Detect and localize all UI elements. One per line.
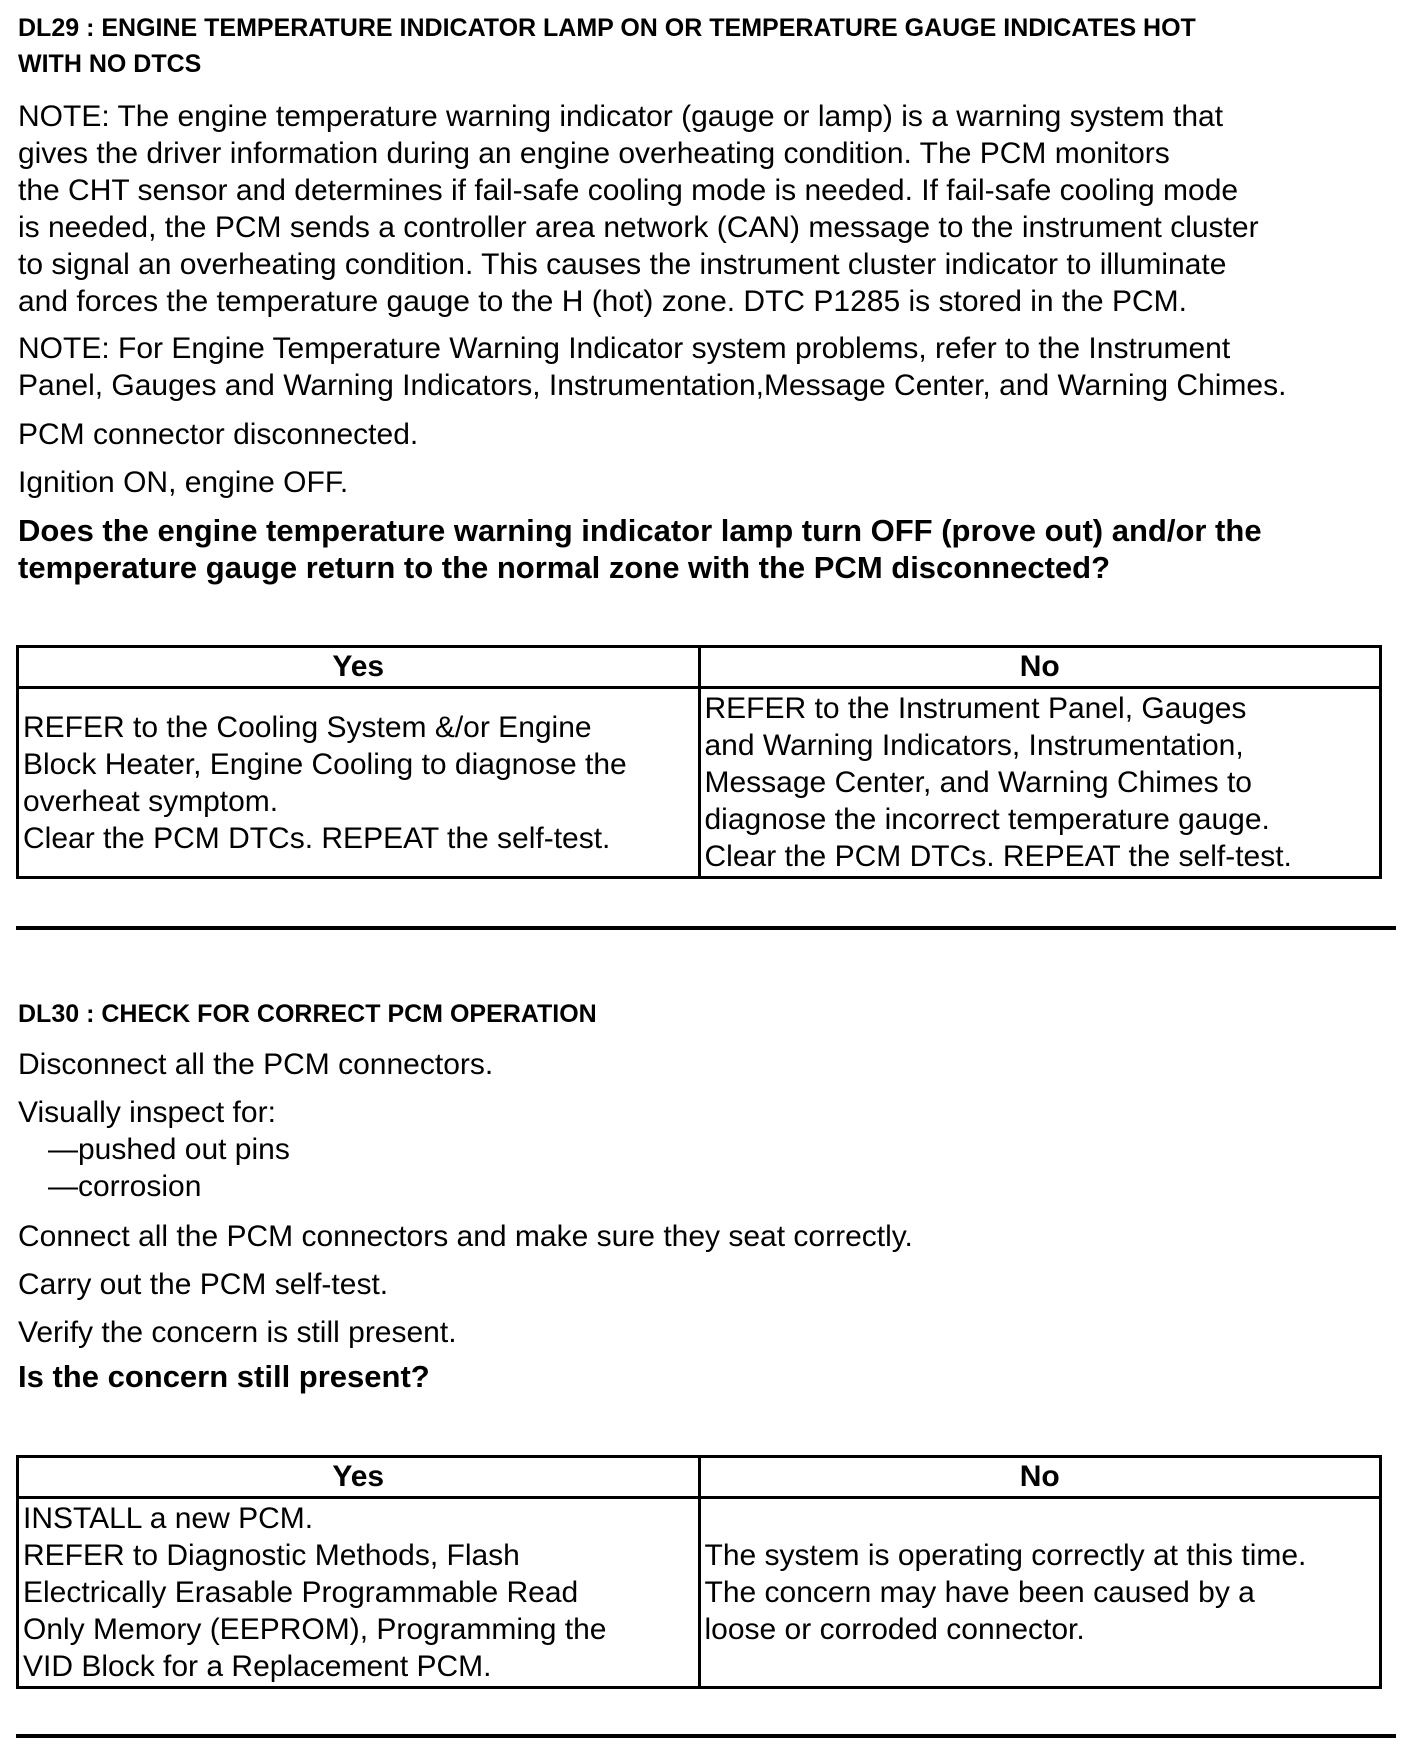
dl29-no-cell: REFER to the Instrument Panel, Gauges and Warning Indicators, Instrumentation, Message Center, and Warning Chimes to diagnose the incorrect temperature gauge. Clear the PCM DTCs. REPEAT the self-test. — [699, 688, 1381, 878]
dl30-yes-header: Yes — [18, 1457, 700, 1498]
dl29-no-header: No — [699, 647, 1381, 688]
divider-2 — [16, 1734, 1396, 1738]
dl29-question: Does the engine temperature warning indicator lamp turn OFF (prove out) and/or the temperature gauge return to the normal zone with the PCM disconnected? — [18, 513, 1262, 585]
dl30-bullet-2: —corrosion — [48, 1170, 202, 1203]
dl30-step-2: Visually inspect for: — [18, 1096, 276, 1129]
dl30-step-3: Connect all the PCM connectors and make sure they seat correctly. — [18, 1220, 913, 1253]
dl30-no-header: No — [699, 1457, 1381, 1498]
dl29-title-line2: WITH NO DTCS — [18, 50, 202, 78]
dl30-step-5: Verify the concern is still present. — [18, 1316, 457, 1349]
dl30-yes-no-table — [16, 1455, 1382, 1689]
dl29-note1: NOTE: The engine temperature warning indicator (gauge or lamp) is a warning system that gives the driver information during an engine overheating condition. The PCM monitors the CHT sensor and determines if fail-safe cooling mode is needed. If fail-safe cooling mode is needed, the PCM sends a controller area network (CAN) message to the instrument cluster to signal an overheating condition. This causes the instrument cluster indicator to illuminate and forces the temperature gauge to the H (hot) zone. DTC P1285 is stored in the PCM. — [18, 100, 1259, 318]
dl29-note2: NOTE: For Engine Temperature Warning Indicator system problems, refer to the Instrument Panel, Gauges and Warning Indicators, Instrumentation,Message Center, and Warning Chimes. — [18, 332, 1287, 402]
dl30-question: Is the concern still present? — [18, 1359, 430, 1394]
divider-1 — [16, 926, 1396, 930]
dl29-title-line1: DL29 : ENGINE TEMPERATURE INDICATOR LAMP ON OR TEMPERATURE GAUGE INDICATES HOT — [18, 14, 1196, 42]
dl30-title: DL30 : CHECK FOR CORRECT PCM OPERATION — [18, 1000, 597, 1028]
dl29-step-2: Ignition ON, engine OFF. — [18, 466, 349, 499]
dl30-yes-cell: INSTALL a new PCM. REFER to Diagnostic Methods, Flash Electrically Erasable Programmable Read Only Memory (EEPROM), Programming the VID Block for a Replacement PCM. — [18, 1498, 700, 1688]
dl30-no-cell: The system is operating correctly at this time. The concern may have been caused by a loose or corroded connector. — [699, 1498, 1381, 1688]
dl29-yes-header: Yes — [18, 647, 700, 688]
dl29-header — [18, 10, 1398, 82]
dl30-bullet-1: —pushed out pins — [48, 1133, 290, 1166]
dl29-step-1: PCM connector disconnected. — [18, 418, 419, 451]
dl29-yes-no-table — [16, 645, 1382, 879]
dl30-step-4: Carry out the PCM self-test. — [18, 1268, 389, 1301]
dl29-yes-cell: REFER to the Cooling System &/or Engine Block Heater, Engine Cooling to diagnose the overheat symptom. Clear the PCM DTCs. REPEAT the self-test. — [18, 688, 700, 878]
dl30-step-1: Disconnect all the PCM connectors. — [18, 1048, 494, 1081]
